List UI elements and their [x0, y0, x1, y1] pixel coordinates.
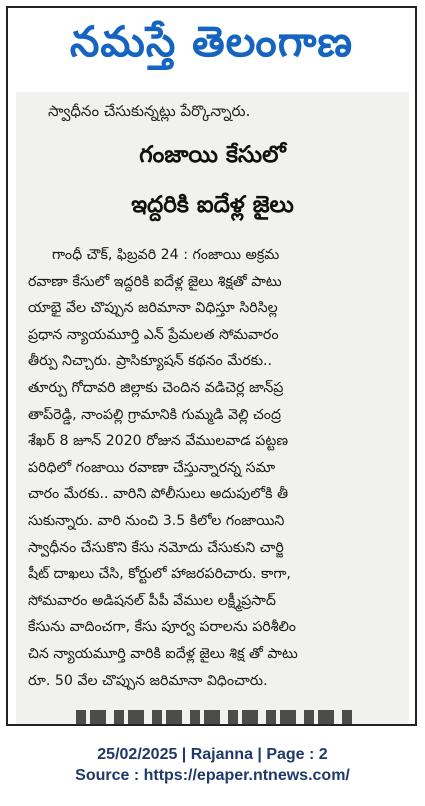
body-line: రవాణా కేసులో ఇద్దరికి ఐదేళ్ల జైలు శిక్షతో పాటు [28, 273, 282, 290]
article-body [28, 242, 398, 694]
body-line: సోమవారం అడిషనల్ పీపీ వేముల లక్ష్మీప్రసాద్ [28, 592, 276, 609]
edition-date-page: 25/02/2025 | Rajanna | Page : 2 [97, 746, 328, 763]
body-line: ప్రధాన న్యాయమూర్తి ఎన్ ప్రేమలత సోమవారం [28, 326, 279, 343]
body-line: తాప్‌రెడ్డి, నాంపల్లి గ్రామానికి గుమ్మడి వెల్లి చంద్ర [28, 406, 282, 423]
previous-article-tail: స్వాధీనం చేసుకున్నట్లు పేర్కొన్నారు. [48, 102, 251, 120]
body-line: రూ. 50 వేల చొప్పున జరిమానా విధించారు. [28, 672, 268, 689]
source-footer [0, 744, 425, 786]
headline-line-1: గంజాయి కేసులో [139, 142, 286, 168]
masthead-title: నమస్తే తెలంగాణ [69, 17, 354, 66]
source-url: Source : https://epaper.ntnews.com/ [75, 767, 350, 784]
body-line: యాభై వేల చొప్పున జరిమానా విధిస్తూ సిరిసిల్ల [28, 300, 278, 317]
body-line: శేఖర్ 8 జూన్ 2020 రోజున వేములవాడ పట్టణ [28, 433, 289, 450]
body-line: సుకున్నారు. వారి నుంచి 3.5 కిలోల గంజాయిని [28, 512, 285, 529]
body-line: కేసును వాదించగా, కేసు పూర్వ పరాలను పరిశీలిం [28, 619, 296, 636]
headline-line-2: ఇద్దరికి ఐదేళ్ల జైలు [131, 192, 294, 218]
newspaper-masthead [8, 8, 415, 86]
article-clip [16, 92, 409, 724]
epaper-clipping-frame [6, 6, 417, 726]
body-line: గాంధీ చౌక్, ఫిబ్రవరి 24 : గంజాయి అక్రమ [52, 247, 280, 263]
next-article-cut-off-heading [76, 710, 356, 724]
body-line: తూర్పు గోదావరి జిల్లాకు చెందిన వడిచెర్ల జాన్‌ప్ర [28, 379, 284, 396]
body-line: షీట్ దాఖలు చేసి, కోర్టులో హాజరపరిచారు. కాగా, [28, 566, 291, 583]
body-line: చారం మేరకు.. వారిని పోలీసులు అదుపులోకి తీ [28, 486, 289, 503]
body-line: చిన న్యాయమూర్తి వారికి ఐదేళ్ల జైలు శిక్ష తో పాటు [28, 645, 298, 662]
body-line: పరిధిలో గంజాయి రవాణా చేస్తున్నారన్న సమా [28, 459, 276, 476]
body-line: తీర్పు నిచ్చారు. ప్రాసిక్యూషన్ కథనం మేరకు.. [28, 353, 273, 370]
body-line: స్వాధీనం చేసుకొని కేసు నమోదు చేసుకుని చార్జి [28, 539, 284, 556]
